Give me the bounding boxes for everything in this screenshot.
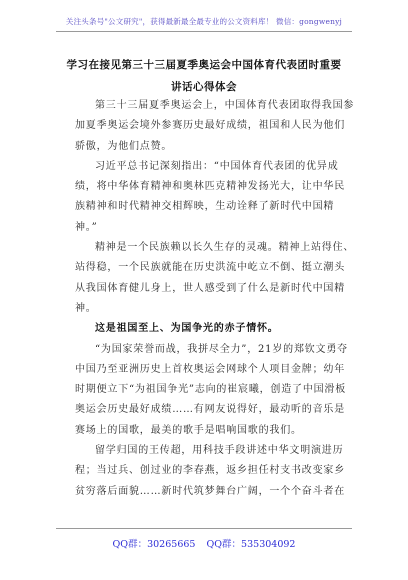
section-heading: 这是祖国至上、为国争光的赤子情怀。 xyxy=(95,323,279,335)
paragraph: 精神是一个民族赖以长久生存的灵魂。精神上站得住、站得稳，一个民族就能在历史洪流中屹立不倒、挺立潮头从我国体育健儿身上，世人感受到了什么是新时代中国精神。 xyxy=(75,242,355,314)
document-title-line-1: 学习在接见第三十三届夏季奥运会中国体育代表团时重要 xyxy=(66,59,342,71)
footer-divider xyxy=(56,528,352,529)
paragraph: 第三十三届夏季奥运会上，中国体育代表团取得我国参加夏季奥运会境外参赛历史最好成绩，祖国和人民为他们骄傲，为他们点赞。 xyxy=(75,100,355,152)
document-body xyxy=(75,96,355,502)
header-note: 关注头条号"公文研究"，获得最新最全最专业的公文资料库！ 微信：gongwenyj xyxy=(65,17,343,26)
footer xyxy=(0,536,408,550)
paragraph: 习近平总书记深刻指出：“中国体育代表团的优异成绩，将中华体育精神和奥林匹克精神发扬光大，让中华民族精神和时代精神交相辉映，生动诠释了新时代中国精神。” xyxy=(75,160,345,233)
qq-group-1: QQ群：30265665 xyxy=(112,539,196,550)
header-divider xyxy=(56,31,352,32)
paragraph: “为国家荣誉而战，我拼尽全力”，21岁的郑钦文勇夺中国乃至亚洲历史上首枚奥运会网球个人项目金牌；幼年时期便立下“为祖国争光”志向的崔宸曦，创造了中国滑板奥运会历史最好成绩……有网友说得好，最动听的音乐是赛场上的国歌，最美的歌手是唱响国歌的我们。 xyxy=(75,343,348,436)
paragraph: 留学归国的王传超，用科技手段讲述中华文明演进历程；当过兵、创过业的李春燕，返乡担任村支书改变家乡贫穷落后面貌……新时代筑梦舞台广阔，一个个奋斗者在 xyxy=(75,445,345,497)
document-title-line-2: 讲话心得体会 xyxy=(171,81,237,93)
qq-group-2: QQ群：535304092 xyxy=(206,539,296,550)
